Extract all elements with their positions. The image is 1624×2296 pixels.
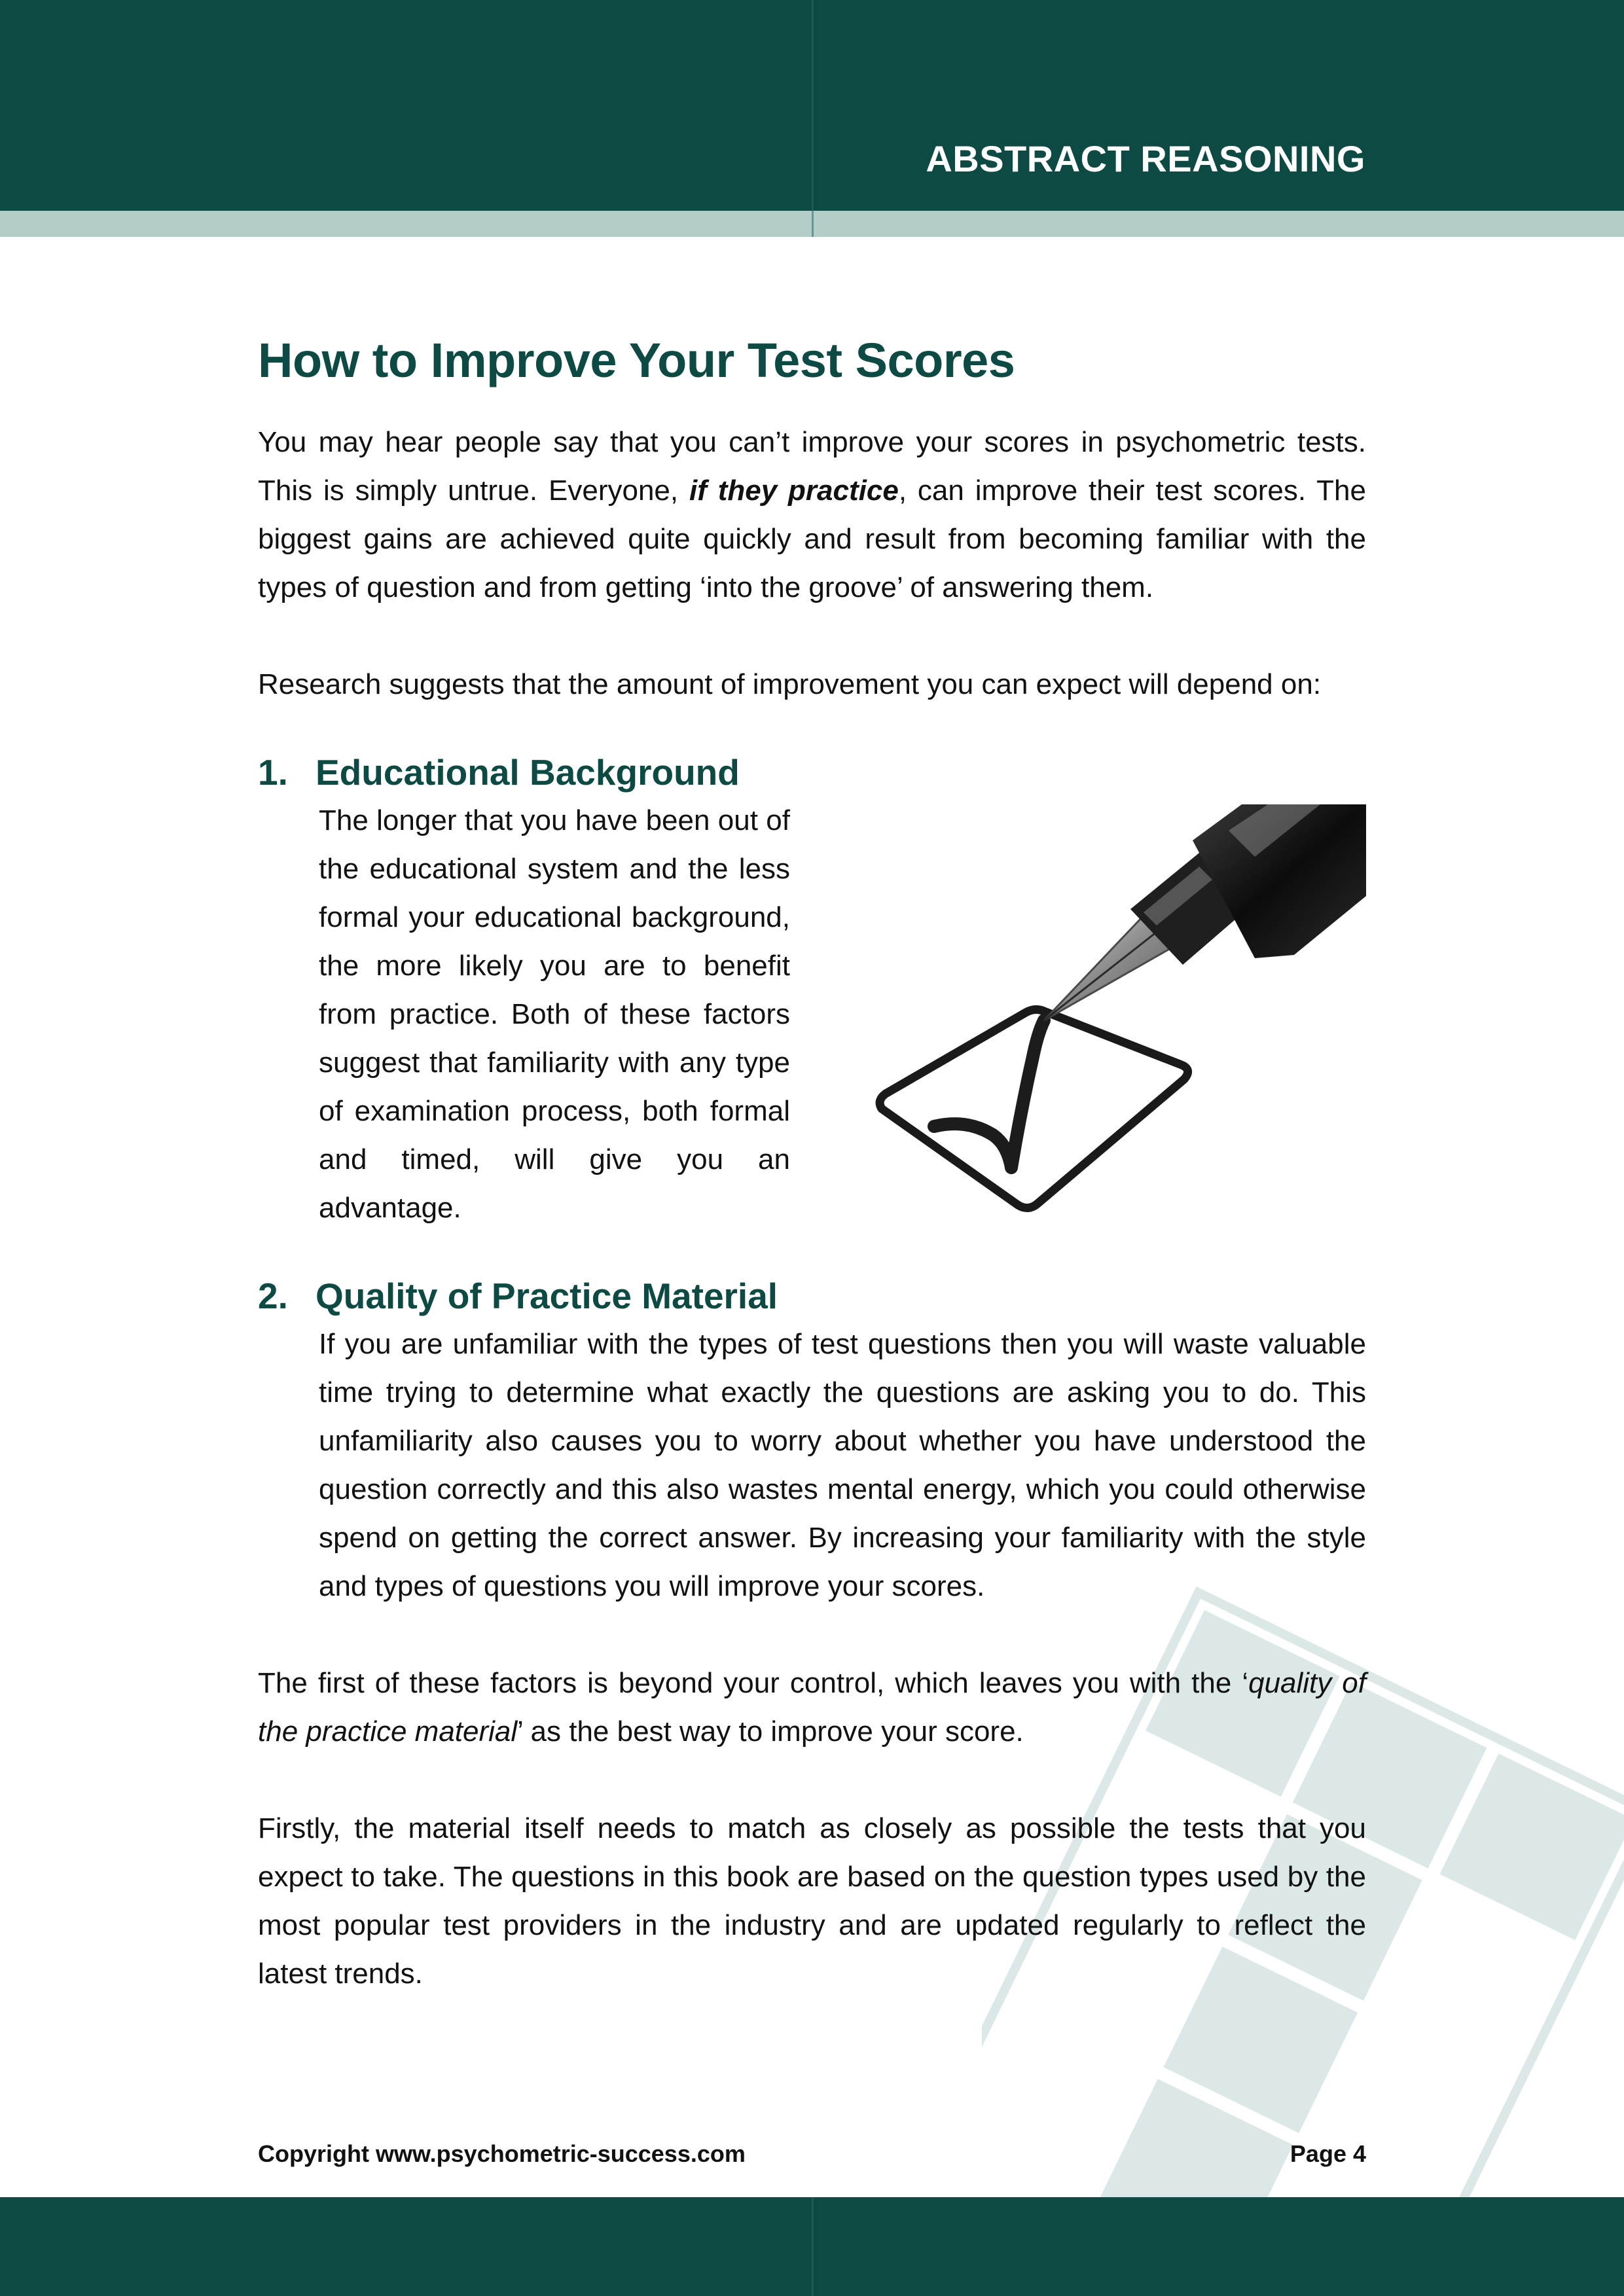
intro-emphasis: if they practice [689,475,899,507]
firstly-paragraph: Firstly, the material itself needs to match as closely as possible the tests that you expect to take. The questions in this book are based on the question types used by the most popular test providers in the industry and are updated regularly to reflect the latest trends. [258,1812,1366,1990]
intro-text-start: You may hear people say that you can’t improve your scores in psychometric tests. This is simply untrue. Everyone, [258,426,1366,507]
running-header-title: ABSTRACT REASONING [926,138,1365,179]
section-heading-quality-of-practice-material [258,1272,1366,1320]
main-content [258,327,1366,1998]
intro-paragraph [258,418,1366,612]
section-number: 1. [258,752,288,793]
section-heading-educational-background [258,748,1366,797]
footer-divider [812,2197,814,2296]
section-number: 2. [258,1276,288,1317]
page-number: Page 4 [1290,2140,1366,2167]
factors-text-start: The first of these factors is beyond your control, which leaves you with the ‘ [258,1667,1249,1700]
factors-text-end: ’ as the best way to improve your score. [517,1715,1024,1748]
research-paragraph: Research suggests that the amount of improvement you can expect will depend on: [258,668,1322,701]
page-title: How to Improve Your Test Scores [258,333,1015,387]
intro-text-end: , can improve their test scores. The biggest gains are achieved quite quickly and result from becoming familiar with the types of question and from getting ‘into the groove’ of answering them. [258,475,1366,604]
section-body-1 [258,797,1366,1232]
header-divider [812,0,814,237]
factors-paragraph [258,1659,1366,1756]
footer-copyright: Copyright www.psychometric-success.com [258,2140,746,2167]
section-title: Educational Background [316,752,740,793]
section-paragraph: If you are unfamiliar with the types of test questions then you will waste valuable time trying to determine what exactly the questions are asking you to do. This unfamiliarity also causes you to worry about whether you have understood the question correctly and this also wastes mental energy, which you could otherwise spend on getting the correct answer. By increasing your familiarity with the style and types of questions you will improve your scores. [319,1328,1366,1603]
section-title: Quality of Practice Material [316,1276,778,1317]
section-body-2 [258,1320,1366,1611]
factors-emphasis: quality of the practice material [258,1667,1366,1748]
section-paragraph: The longer that you have been out of the educational system and the less formal your educational background, the more likely you are to benefit from practice. Both of these factors suggest that familiarity with any type of examination process, both formal and timed, will give you an advantage. [319,797,1366,1232]
pen-checkbox-icon [836,804,1366,1236]
